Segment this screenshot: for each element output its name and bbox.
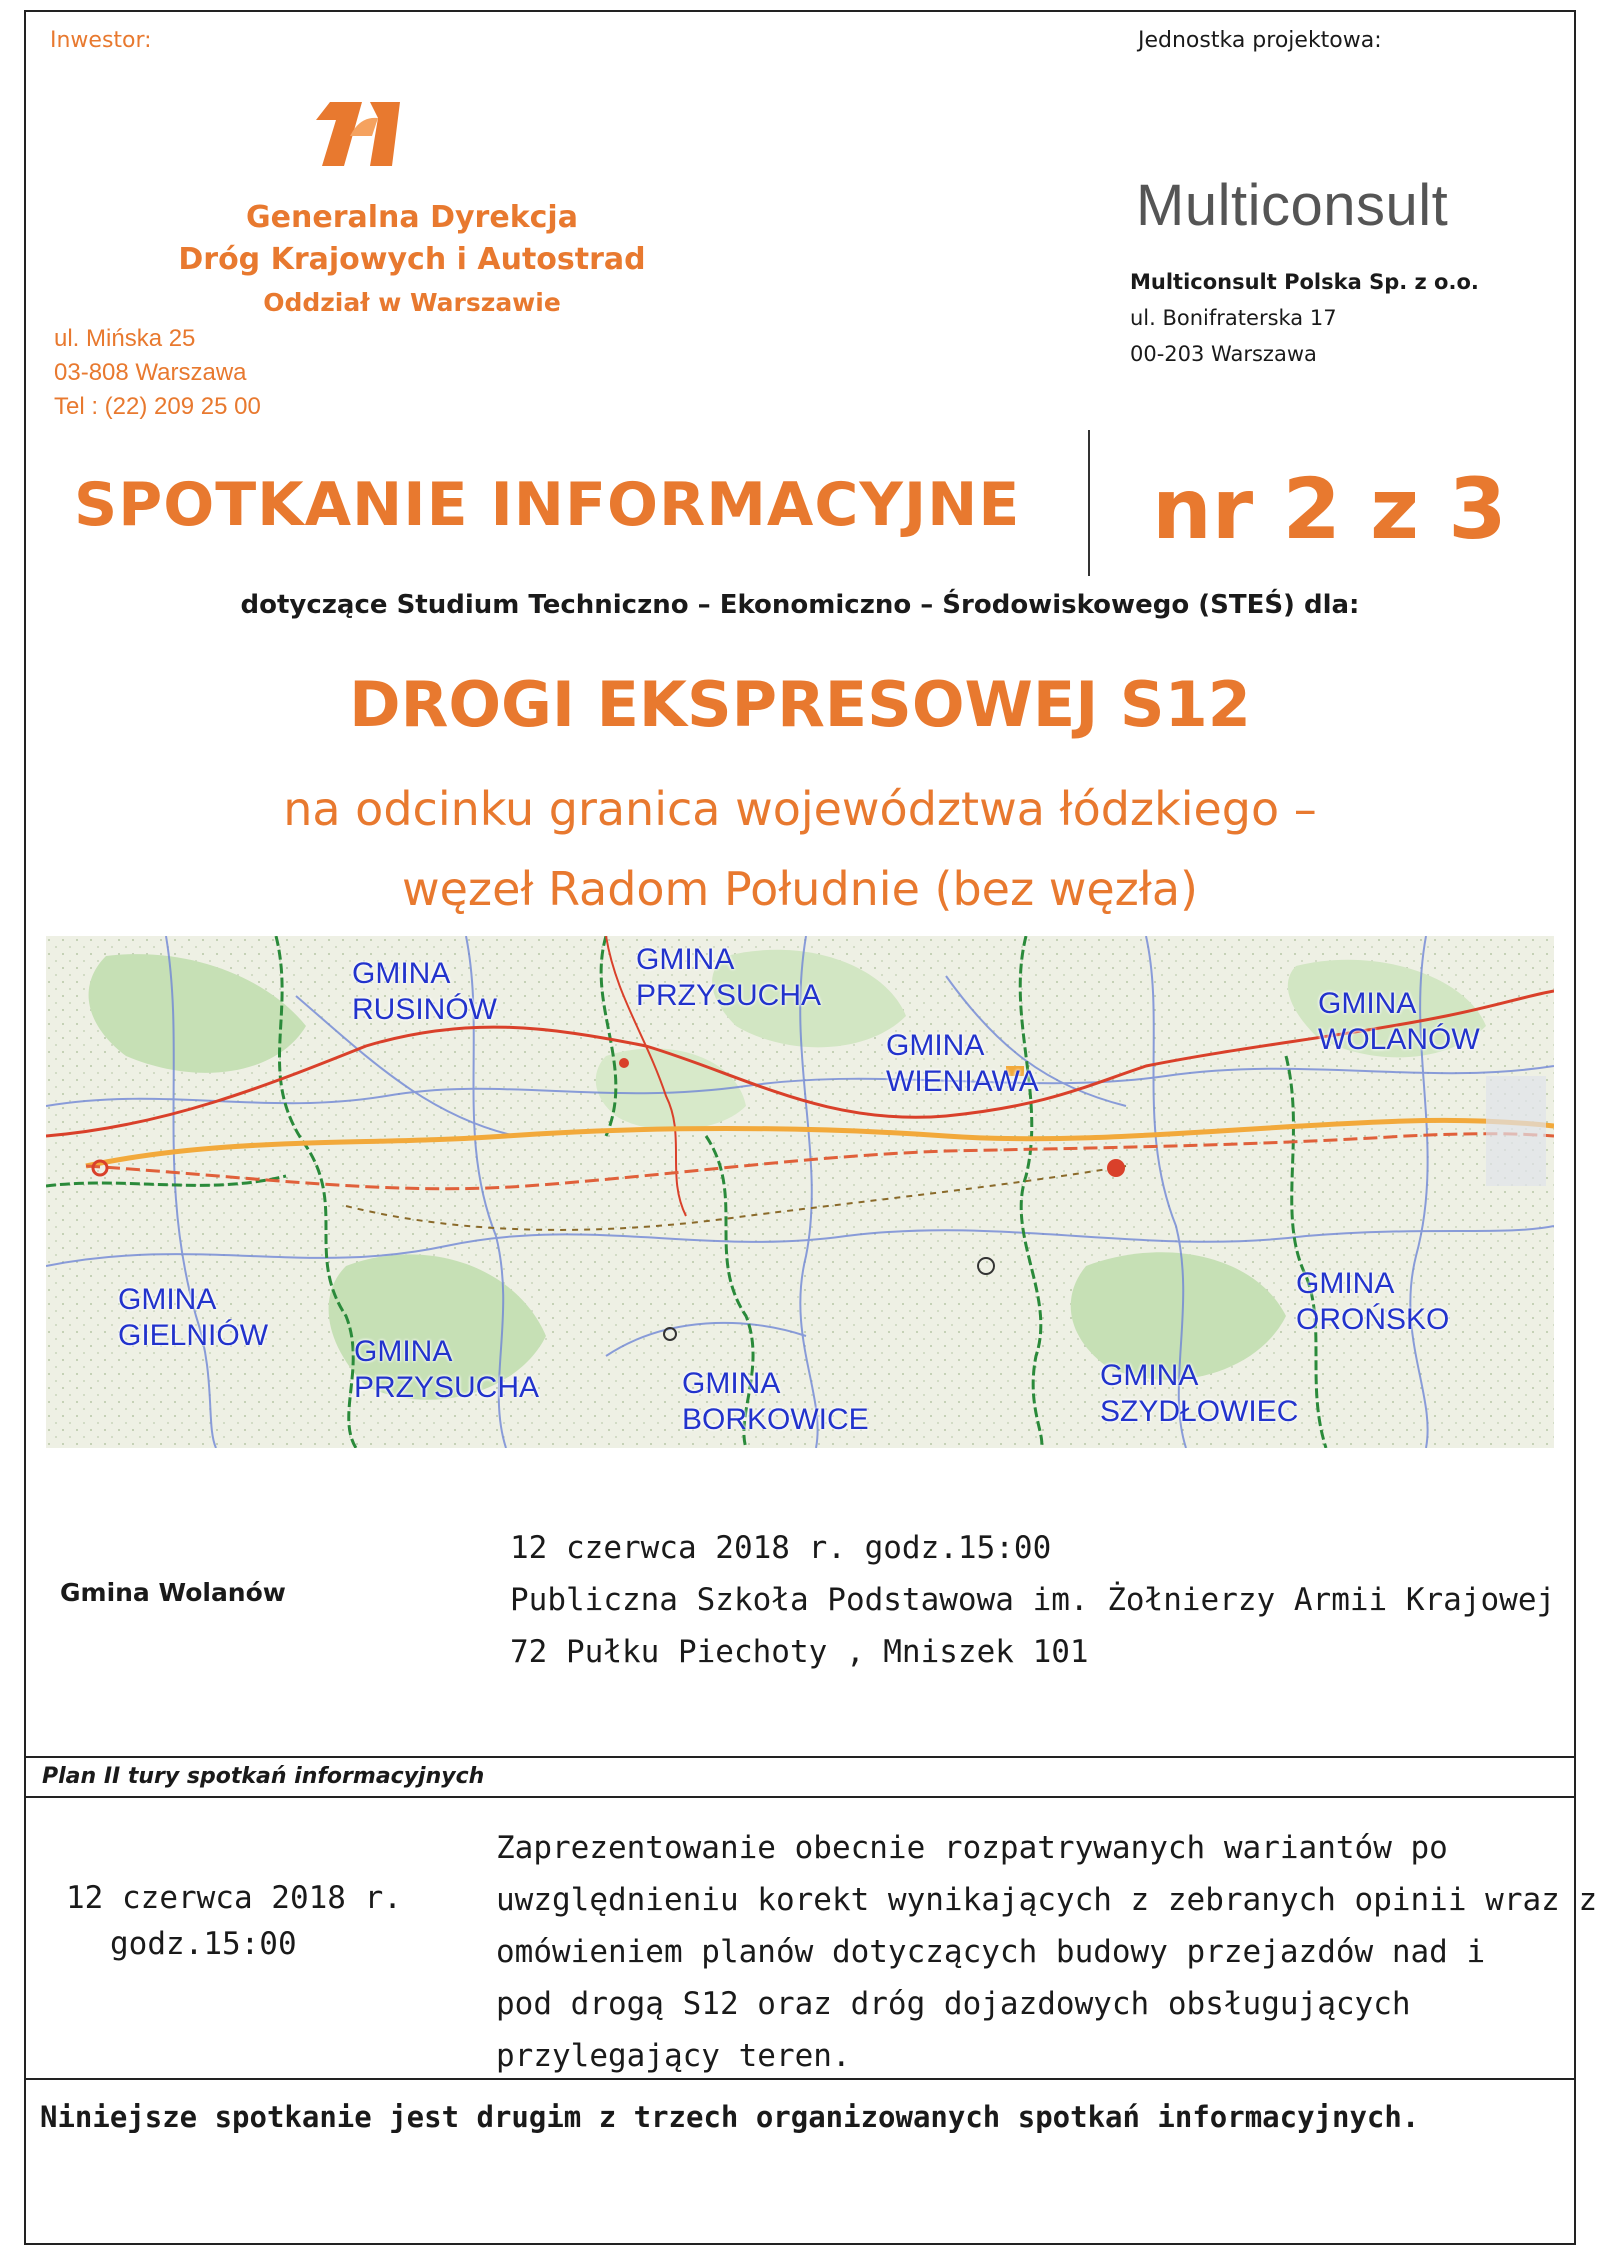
plan-desc-line4: pod drogą S12 oraz dróg dojazdowych obsługujących — [496, 1986, 1411, 2022]
plan-top-rule — [24, 1756, 1576, 1758]
footer-note: Niniejsze spotkanie jest drugim z trzech organizowanych spotkań informacyjnych. — [40, 2100, 1420, 2134]
plan-desc-line2: uwzględnieniu korekt wynikających z zebranych opinii wraz z — [496, 1882, 1598, 1918]
map-label-przysucha-south: GMINA PRZYSUCHA — [354, 1335, 540, 1404]
designer-company: Multiconsult Polska Sp. z o.o. — [1130, 270, 1479, 294]
investor-org-line3: Oddział w Warszawie — [263, 288, 561, 317]
map-label-borkowice: GMINA BORKOWICE — [682, 1367, 869, 1436]
title-divider — [1088, 430, 1090, 576]
meeting-place-line1: Publiczna Szkoła Podstawowa im. Żołnierzy Armii Krajowej — [510, 1582, 1556, 1618]
investor-org-line2: Dróg Krajowych i Autostrad — [178, 242, 646, 277]
section-line1: na odcinku granica województwa łódzkiego – — [283, 782, 1317, 836]
map-label-rusinow: GMINA RUSINÓW — [352, 957, 497, 1026]
plan-header: Plan II tury spotkań informacyjnych — [42, 1764, 485, 1789]
meeting-date: 12 czerwca 2018 r. godz.15:00 — [510, 1530, 1052, 1566]
gddkia-logo — [300, 96, 410, 176]
map-label-gielniow: GMINA GIELNIÓW — [118, 1283, 269, 1352]
map-label-oronsko: GMINA OROŃSKO — [1296, 1267, 1450, 1336]
section-line2: węzeł Radom Południe (bez węzła) — [402, 862, 1198, 916]
meeting-title: SPOTKANIE INFORMACYJNE — [74, 470, 1021, 540]
plan-desc-line5: przylegający teren. — [496, 2038, 851, 2074]
road-title: DROGI EKSPRESOWEJ S12 — [349, 668, 1251, 741]
plan-date-line1: 12 czerwca 2018 r. — [66, 1880, 402, 1916]
map-label-wieniawa: GMINA WIENIAWA — [886, 1029, 1039, 1098]
investor-address1: ul. Mińska 25 — [54, 325, 196, 352]
route-map — [46, 936, 1554, 1448]
multiconsult-logo: Multiconsult — [1136, 173, 1449, 238]
investor-org-line1: Generalna Dyrekcja — [246, 200, 578, 235]
plan-bottom-rule — [24, 2078, 1576, 2080]
investor-label: Inwestor: — [50, 28, 152, 53]
investor-phone: Tel : (22) 209 25 00 — [54, 393, 261, 420]
plan-date-line2: godz.15:00 — [110, 1926, 297, 1962]
map-label-szydlowiec: GMINA SZYDŁOWIEC — [1100, 1359, 1299, 1428]
map-label-wolanow: GMINA WOLANÓW — [1318, 987, 1480, 1056]
map-label-przysucha-north: GMINA PRZYSUCHA — [636, 943, 822, 1012]
designer-address1: ul. Bonifraterska 17 — [1130, 306, 1337, 330]
study-subtitle: dotyczące Studium Techniczno – Ekonomiczno – Środowiskowego (STEŚ) dla: — [240, 590, 1360, 620]
meeting-place-line2: 72 Pułku Piechoty , Mniszek 101 — [510, 1634, 1089, 1670]
plan-header-rule — [24, 1796, 1576, 1798]
plan-desc-line3: omówieniem planów dotyczących budowy przejazdów nad i — [496, 1934, 1486, 1970]
investor-address2: 03-808 Warszawa — [54, 359, 247, 386]
designer-label: Jednostka projektowa: — [1138, 28, 1382, 53]
designer-address2: 00-203 Warszawa — [1130, 342, 1317, 366]
plan-desc-line1: Zaprezentowanie obecnie rozpatrywanych wariantów po — [496, 1830, 1448, 1866]
meeting-number: nr 2 z 3 — [1152, 460, 1507, 558]
plan-description — [496, 1822, 1597, 2082]
meeting-gmina: Gmina Wolanów — [60, 1578, 286, 1607]
